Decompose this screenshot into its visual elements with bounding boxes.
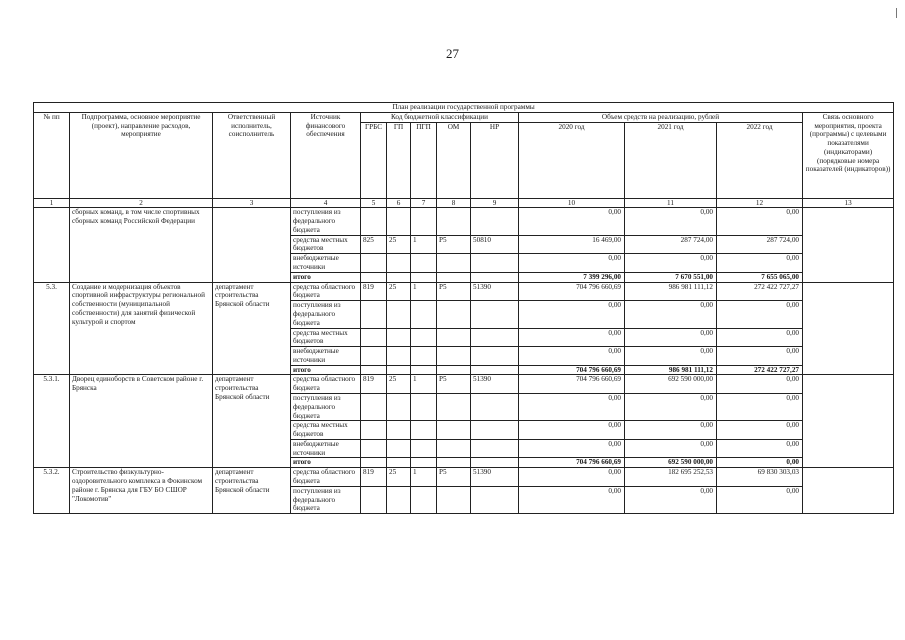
- amount-2022-cell: 0,00: [717, 254, 803, 273]
- grbs-cell: [361, 458, 387, 468]
- responsible-cell: департамент строительства Брянской области: [213, 468, 291, 514]
- amount-2021-cell: 0,00: [625, 301, 717, 328]
- amount-2022-cell: 69 830 303,03: [717, 468, 803, 487]
- source-cell: итого: [291, 272, 361, 282]
- measure-name-cell: Дворец единоборств в Советском районе г. Брянска: [70, 375, 213, 468]
- row-number-cell: 5.3.2.: [34, 468, 70, 514]
- source-cell: средства местных бюджетов: [291, 328, 361, 347]
- pgp-cell: [411, 254, 437, 273]
- column-number-cell: 13: [803, 198, 894, 208]
- amount-2021-cell: 0,00: [625, 347, 717, 366]
- amount-2020-cell: 0,00: [519, 254, 625, 273]
- amount-2022-cell: 0,00: [717, 347, 803, 366]
- np-cell: [471, 208, 519, 235]
- grbs-cell: 819: [361, 468, 387, 487]
- column-number-cell: 8: [437, 198, 471, 208]
- header-name: Подпрограмма, основное мероприятие (проект), направление расходов, мероприятие: [70, 112, 213, 198]
- np-cell: [471, 486, 519, 513]
- program-plan-table-wrapper: [33, 102, 891, 514]
- om-cell: [437, 365, 471, 375]
- amount-2022-cell: 0,00: [717, 486, 803, 513]
- source-cell: внебюджетные источники: [291, 254, 361, 273]
- source-cell: поступления из федерального бюджета: [291, 301, 361, 328]
- grbs-cell: [361, 208, 387, 235]
- amount-2022-cell: 287 724,00: [717, 235, 803, 254]
- header-source: Источник финансового обеспечения: [291, 112, 361, 198]
- pgp-cell: 1: [411, 282, 437, 301]
- om-cell: [437, 393, 471, 420]
- grbs-cell: 819: [361, 375, 387, 394]
- gp-cell: [387, 272, 411, 282]
- margin-mark: [896, 8, 897, 18]
- header-kbk-group: Код бюджетной классификации: [361, 112, 519, 122]
- amount-2020-cell: 7 399 296,00: [519, 272, 625, 282]
- gp-cell: [387, 486, 411, 513]
- pgp-cell: [411, 208, 437, 235]
- gp-cell: 25: [387, 235, 411, 254]
- om-cell: P5: [437, 235, 471, 254]
- source-cell: поступления из федерального бюджета: [291, 393, 361, 420]
- om-cell: [437, 328, 471, 347]
- table-body: [34, 208, 894, 514]
- np-cell: [471, 439, 519, 458]
- amount-2022-cell: 0,00: [717, 458, 803, 468]
- om-cell: [437, 421, 471, 440]
- np-cell: 51390: [471, 468, 519, 487]
- gp-cell: [387, 421, 411, 440]
- column-number-cell: 10: [519, 198, 625, 208]
- table-title: План реализации государственной программы: [34, 103, 894, 113]
- source-cell: итого: [291, 365, 361, 375]
- amount-2021-cell: 182 695 252,53: [625, 468, 717, 487]
- table-row: [34, 375, 894, 394]
- pgp-cell: 1: [411, 375, 437, 394]
- gp-cell: [387, 301, 411, 328]
- column-number-cell: 5: [361, 198, 387, 208]
- responsible-cell: департамент строительства Брянской области: [213, 375, 291, 468]
- np-cell: [471, 393, 519, 420]
- header-2022: 2022 год: [717, 122, 803, 198]
- indicator-link-cell: [803, 468, 894, 514]
- source-cell: средства местных бюджетов: [291, 421, 361, 440]
- source-cell: итого: [291, 458, 361, 468]
- gp-cell: [387, 365, 411, 375]
- grbs-cell: [361, 328, 387, 347]
- pgp-cell: [411, 272, 437, 282]
- gp-cell: [387, 254, 411, 273]
- source-cell: средства местных бюджетов: [291, 235, 361, 254]
- om-cell: [437, 347, 471, 366]
- amount-2021-cell: 986 981 111,12: [625, 365, 717, 375]
- amount-2020-cell: 16 469,00: [519, 235, 625, 254]
- source-cell: средства областного бюджета: [291, 468, 361, 487]
- amount-2022-cell: 0,00: [717, 393, 803, 420]
- grbs-cell: [361, 486, 387, 513]
- np-cell: [471, 301, 519, 328]
- gp-cell: 25: [387, 375, 411, 394]
- pgp-cell: [411, 393, 437, 420]
- amount-2022-cell: 272 422 727,27: [717, 365, 803, 375]
- gp-cell: [387, 328, 411, 347]
- amount-2021-cell: 7 670 551,00: [625, 272, 717, 282]
- gp-cell: 25: [387, 468, 411, 487]
- amount-2022-cell: 0,00: [717, 328, 803, 347]
- amount-2020-cell: 704 796 660,69: [519, 365, 625, 375]
- row-number-cell: [34, 208, 70, 282]
- responsible-cell: департамент строительства Брянской области: [213, 282, 291, 375]
- amount-2020-cell: 0,00: [519, 421, 625, 440]
- np-cell: 51390: [471, 375, 519, 394]
- amount-2020-cell: 704 796 660,69: [519, 375, 625, 394]
- gp-cell: [387, 439, 411, 458]
- pgp-cell: 1: [411, 468, 437, 487]
- grbs-cell: [361, 272, 387, 282]
- header-no: № пп: [34, 112, 70, 198]
- np-cell: [471, 328, 519, 347]
- measure-name-cell: сборных команд, в том числе спортивных сборных команд Российской Федерации: [70, 208, 213, 282]
- indicator-link-cell: [803, 208, 894, 282]
- indicator-link-cell: [803, 282, 894, 375]
- gp-cell: [387, 347, 411, 366]
- pgp-cell: [411, 347, 437, 366]
- amount-2020-cell: 0,00: [519, 468, 625, 487]
- om-cell: [437, 208, 471, 235]
- responsible-cell: [213, 208, 291, 282]
- amount-2020-cell: 0,00: [519, 486, 625, 513]
- amount-2020-cell: 0,00: [519, 301, 625, 328]
- amount-2021-cell: 0,00: [625, 393, 717, 420]
- pgp-cell: [411, 421, 437, 440]
- source-cell: поступления из федерального бюджета: [291, 208, 361, 235]
- amount-2022-cell: 0,00: [717, 439, 803, 458]
- source-cell: поступления из федерального бюджета: [291, 486, 361, 513]
- om-cell: [437, 301, 471, 328]
- gp-cell: [387, 458, 411, 468]
- amount-2020-cell: 704 796 660,69: [519, 458, 625, 468]
- grbs-cell: [361, 301, 387, 328]
- header-om: ОМ: [437, 122, 471, 198]
- row-number-cell: 5.3.: [34, 282, 70, 375]
- amount-2022-cell: 0,00: [717, 375, 803, 394]
- om-cell: [437, 486, 471, 513]
- pgp-cell: [411, 301, 437, 328]
- amount-2021-cell: 692 590 000,00: [625, 458, 717, 468]
- np-cell: [471, 272, 519, 282]
- column-number-cell: 3: [213, 198, 291, 208]
- amount-2022-cell: 272 422 727,27: [717, 282, 803, 301]
- source-cell: внебюджетные источники: [291, 439, 361, 458]
- header-funding-group: Объем средств на реализацию, рублей: [519, 112, 803, 122]
- page-number: 27: [446, 46, 459, 61]
- amount-2021-cell: 287 724,00: [625, 235, 717, 254]
- np-cell: 50810: [471, 235, 519, 254]
- amount-2022-cell: 7 655 065,00: [717, 272, 803, 282]
- om-cell: [437, 272, 471, 282]
- indicator-link-cell: [803, 375, 894, 468]
- header-link: Связь основного мероприятия, проекта (программы) с целевыми показателями (индикаторами) (порядковые номера показателей (индикаторов)): [803, 112, 894, 198]
- pgp-cell: [411, 328, 437, 347]
- gp-cell: [387, 393, 411, 420]
- column-number-cell: 6: [387, 198, 411, 208]
- table-row: [34, 468, 894, 487]
- amount-2021-cell: 0,00: [625, 439, 717, 458]
- amount-2022-cell: 0,00: [717, 301, 803, 328]
- grbs-cell: 825: [361, 235, 387, 254]
- column-number-cell: 7: [411, 198, 437, 208]
- table-row: [34, 208, 894, 235]
- row-number-cell: 5.3.1.: [34, 375, 70, 468]
- amount-2021-cell: 986 981 111,12: [625, 282, 717, 301]
- np-cell: [471, 254, 519, 273]
- amount-2021-cell: 0,00: [625, 208, 717, 235]
- header-gp: ГП: [387, 122, 411, 198]
- pgp-cell: [411, 439, 437, 458]
- grbs-cell: 819: [361, 282, 387, 301]
- header-pgp: ПГП: [411, 122, 437, 198]
- amount-2021-cell: 0,00: [625, 421, 717, 440]
- grbs-cell: [361, 365, 387, 375]
- gp-cell: 25: [387, 282, 411, 301]
- np-cell: 51390: [471, 282, 519, 301]
- grbs-cell: [361, 254, 387, 273]
- program-plan-table: [33, 102, 894, 514]
- amount-2020-cell: 704 796 660,69: [519, 282, 625, 301]
- amount-2020-cell: 0,00: [519, 393, 625, 420]
- grbs-cell: [361, 439, 387, 458]
- amount-2021-cell: 0,00: [625, 486, 717, 513]
- column-number-cell: 4: [291, 198, 361, 208]
- column-number-cell: 11: [625, 198, 717, 208]
- amount-2020-cell: 0,00: [519, 347, 625, 366]
- amount-2022-cell: 0,00: [717, 421, 803, 440]
- measure-name-cell: Создание и модернизация объектов спортивной инфраструктуры региональной собственности (муниципальной собственности) для занятий физической культурой и спортом: [70, 282, 213, 375]
- om-cell: [437, 439, 471, 458]
- amount-2021-cell: 0,00: [625, 328, 717, 347]
- amount-2021-cell: 692 590 000,00: [625, 375, 717, 394]
- amount-2020-cell: 0,00: [519, 328, 625, 347]
- np-cell: [471, 347, 519, 366]
- header-responsible: Ответственный исполнитель, соисполнитель: [213, 112, 291, 198]
- header-np: НР: [471, 122, 519, 198]
- pgp-cell: [411, 365, 437, 375]
- np-cell: [471, 421, 519, 440]
- source-cell: средства областного бюджета: [291, 282, 361, 301]
- column-number-cell: 9: [471, 198, 519, 208]
- amount-2020-cell: 0,00: [519, 208, 625, 235]
- om-cell: P5: [437, 282, 471, 301]
- pgp-cell: 1: [411, 235, 437, 254]
- om-cell: P5: [437, 468, 471, 487]
- column-number-cell: 1: [34, 198, 70, 208]
- amount-2021-cell: 0,00: [625, 254, 717, 273]
- column-number-cell: 2: [70, 198, 213, 208]
- om-cell: [437, 458, 471, 468]
- np-cell: [471, 458, 519, 468]
- table-row: [34, 282, 894, 301]
- amount-2022-cell: 0,00: [717, 208, 803, 235]
- header-grbs: ГРБС: [361, 122, 387, 198]
- header-2021: 2021 год: [625, 122, 717, 198]
- pgp-cell: [411, 486, 437, 513]
- header-2020: 2020 год: [519, 122, 625, 198]
- np-cell: [471, 365, 519, 375]
- pgp-cell: [411, 458, 437, 468]
- grbs-cell: [361, 393, 387, 420]
- measure-name-cell: Строительство физкультурно-оздоровительного комплекса в Фокинском районе г. Брянска для ГБУ БО СШОР "Локомотив": [70, 468, 213, 514]
- gp-cell: [387, 208, 411, 235]
- om-cell: P5: [437, 375, 471, 394]
- source-cell: внебюджетные источники: [291, 347, 361, 366]
- amount-2020-cell: 0,00: [519, 439, 625, 458]
- column-number-row: [34, 198, 894, 208]
- om-cell: [437, 254, 471, 273]
- grbs-cell: [361, 347, 387, 366]
- source-cell: средства областного бюджета: [291, 375, 361, 394]
- grbs-cell: [361, 421, 387, 440]
- column-number-cell: 12: [717, 198, 803, 208]
